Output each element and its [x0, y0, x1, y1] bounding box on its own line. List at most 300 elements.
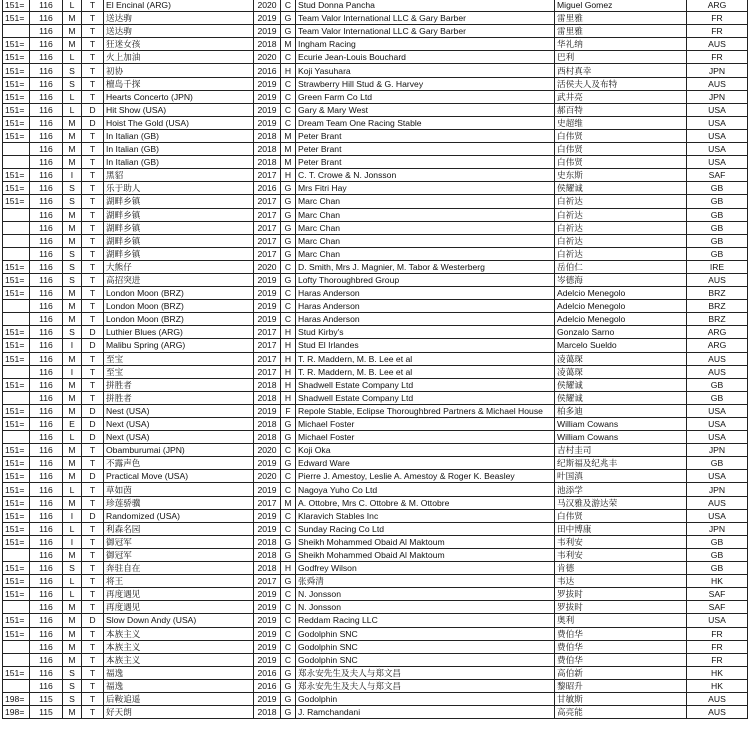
distance-cell: M: [63, 234, 82, 247]
trainer-cell: 高亮能: [555, 706, 687, 719]
country-cell: USA: [687, 614, 748, 627]
horse-cell: 草如茵: [104, 483, 254, 496]
rating-cell: 115: [30, 706, 63, 719]
owner-cell: T. R. Maddern, M. B. Lee et al: [296, 365, 555, 378]
distance-cell: M: [63, 156, 82, 169]
horse-cell: 不露声色: [104, 457, 254, 470]
horse-cell: Slow Down Andy (USA): [104, 614, 254, 627]
year-cell: 2018: [254, 129, 281, 142]
rating-cell: 116: [30, 365, 63, 378]
horse-cell: Next (USA): [104, 431, 254, 444]
country-cell: AUS: [687, 352, 748, 365]
sex-cell: M: [281, 38, 296, 51]
rating-cell: 116: [30, 404, 63, 417]
year-cell: 2019: [254, 77, 281, 90]
year-cell: 2017: [254, 221, 281, 234]
horse-cell: Malibu Spring (ARG): [104, 339, 254, 352]
rank-cell: 151=: [3, 64, 30, 77]
owner-cell: 郑永安先生及夫人与郑文昌: [296, 666, 555, 679]
sex-cell: G: [281, 431, 296, 444]
surface-cell: T: [82, 313, 104, 326]
rating-cell: 116: [30, 51, 63, 64]
year-cell: 2019: [254, 588, 281, 601]
table-row: [3, 653, 748, 666]
surface-cell: T: [82, 575, 104, 588]
year-cell: 2019: [254, 692, 281, 705]
surface-cell: T: [82, 221, 104, 234]
sex-cell: G: [281, 208, 296, 221]
trainer-cell: Gonzalo Sarno: [555, 326, 687, 339]
trainer-cell: 柏多迪: [555, 404, 687, 417]
table-row: [3, 548, 748, 561]
trainer-cell: 奥利: [555, 614, 687, 627]
year-cell: 2018: [254, 431, 281, 444]
table-row: [3, 535, 748, 548]
year-cell: 2020: [254, 0, 281, 12]
distance-cell: L: [63, 588, 82, 601]
ratings-table-body: [3, 0, 748, 719]
trainer-cell: Marcelo Sueldo: [555, 339, 687, 352]
trainer-cell: 活侯夫人及布特: [555, 77, 687, 90]
horse-cell: 至宝: [104, 352, 254, 365]
table-row: [3, 614, 748, 627]
rank-cell: 151=: [3, 51, 30, 64]
distance-cell: M: [63, 548, 82, 561]
distance-cell: I: [63, 339, 82, 352]
surface-cell: T: [82, 25, 104, 38]
surface-cell: T: [82, 38, 104, 51]
rating-cell: 116: [30, 562, 63, 575]
rank-cell: 151=: [3, 287, 30, 300]
rating-cell: 116: [30, 548, 63, 561]
country-cell: GB: [687, 378, 748, 391]
owner-cell: Dream Team One Racing Stable: [296, 116, 555, 129]
trainer-cell: 侯耀诚: [555, 182, 687, 195]
owner-cell: Haras Anderson: [296, 313, 555, 326]
sex-cell: G: [281, 221, 296, 234]
trainer-cell: 侯耀诚: [555, 378, 687, 391]
surface-cell: T: [82, 273, 104, 286]
rank-cell: 151=: [3, 470, 30, 483]
year-cell: 2018: [254, 38, 281, 51]
year-cell: 2019: [254, 273, 281, 286]
distance-cell: L: [63, 0, 82, 12]
rank-cell: 151=: [3, 38, 30, 51]
rating-cell: 116: [30, 260, 63, 273]
rating-cell: 116: [30, 352, 63, 365]
surface-cell: T: [82, 522, 104, 535]
country-cell: BRZ: [687, 300, 748, 313]
rank-cell: 151=: [3, 614, 30, 627]
country-cell: GB: [687, 391, 748, 404]
country-cell: JPN: [687, 64, 748, 77]
sex-cell: H: [281, 339, 296, 352]
year-cell: 2019: [254, 25, 281, 38]
year-cell: 2019: [254, 601, 281, 614]
rating-cell: 116: [30, 64, 63, 77]
country-cell: AUS: [687, 273, 748, 286]
owner-cell: Stud Donna Pancha: [296, 0, 555, 12]
horse-cell: 乐于助人: [104, 182, 254, 195]
owner-cell: Koji Oka: [296, 444, 555, 457]
distance-cell: M: [63, 601, 82, 614]
sex-cell: G: [281, 195, 296, 208]
rank-cell: 151=: [3, 535, 30, 548]
table-row: [3, 666, 748, 679]
rank-cell: 151=: [3, 444, 30, 457]
surface-cell: T: [82, 601, 104, 614]
trainer-cell: 白伟贤: [555, 509, 687, 522]
year-cell: 2020: [254, 260, 281, 273]
distance-cell: M: [63, 457, 82, 470]
horse-cell: 初协: [104, 64, 254, 77]
year-cell: 2019: [254, 627, 281, 640]
year-cell: 2017: [254, 352, 281, 365]
owner-cell: Lofty Thoroughbred Group: [296, 273, 555, 286]
surface-cell: D: [82, 103, 104, 116]
surface-cell: T: [82, 51, 104, 64]
horse-cell: In Italian (GB): [104, 129, 254, 142]
surface-cell: T: [82, 444, 104, 457]
surface-cell: T: [82, 365, 104, 378]
country-cell: GB: [687, 195, 748, 208]
horse-cell: 御冠军: [104, 548, 254, 561]
country-cell: AUS: [687, 77, 748, 90]
country-cell: USA: [687, 129, 748, 142]
country-cell: USA: [687, 509, 748, 522]
rating-cell: 116: [30, 169, 63, 182]
rank-cell: [3, 143, 30, 156]
rating-cell: 116: [30, 247, 63, 260]
sex-cell: C: [281, 588, 296, 601]
trainer-cell: William Cowans: [555, 431, 687, 444]
surface-cell: T: [82, 535, 104, 548]
year-cell: 2016: [254, 182, 281, 195]
rank-cell: 151=: [3, 588, 30, 601]
surface-cell: D: [82, 470, 104, 483]
trainer-cell: 雷里雅: [555, 12, 687, 25]
table-row: [3, 601, 748, 614]
sex-cell: C: [281, 260, 296, 273]
year-cell: 2019: [254, 103, 281, 116]
owner-cell: Michael Foster: [296, 418, 555, 431]
surface-cell: T: [82, 483, 104, 496]
country-cell: GB: [687, 221, 748, 234]
horse-cell: 好天朗: [104, 706, 254, 719]
owner-cell: Strawberry Hill Stud & G. Harvey: [296, 77, 555, 90]
table-row: [3, 156, 748, 169]
rating-cell: 116: [30, 234, 63, 247]
rating-cell: 116: [30, 522, 63, 535]
table-row: [3, 326, 748, 339]
rank-cell: 151=: [3, 129, 30, 142]
owner-cell: N. Jonsson: [296, 601, 555, 614]
horse-cell: 拼胜者: [104, 391, 254, 404]
rating-cell: 116: [30, 418, 63, 431]
horse-cell: 再度遇见: [104, 588, 254, 601]
country-cell: HK: [687, 679, 748, 692]
country-cell: BRZ: [687, 313, 748, 326]
owner-cell: Ecurie Jean-Louis Bouchard: [296, 51, 555, 64]
rating-cell: 116: [30, 378, 63, 391]
year-cell: 2016: [254, 64, 281, 77]
surface-cell: T: [82, 679, 104, 692]
country-cell: FR: [687, 653, 748, 666]
distance-cell: S: [63, 326, 82, 339]
sex-cell: C: [281, 601, 296, 614]
rating-cell: 116: [30, 12, 63, 25]
rank-cell: [3, 234, 30, 247]
owner-cell: Sunday Racing Co Ltd: [296, 522, 555, 535]
rank-cell: 151=: [3, 562, 30, 575]
sex-cell: C: [281, 0, 296, 12]
year-cell: 2019: [254, 509, 281, 522]
surface-cell: D: [82, 116, 104, 129]
owner-cell: Nagoya Yuho Co Ltd: [296, 483, 555, 496]
rating-cell: 116: [30, 470, 63, 483]
trainer-cell: 岑德海: [555, 273, 687, 286]
sex-cell: G: [281, 25, 296, 38]
owner-cell: Mrs Fitri Hay: [296, 182, 555, 195]
table-row: [3, 51, 748, 64]
horse-cell: 利森名园: [104, 522, 254, 535]
distance-cell: M: [63, 391, 82, 404]
owner-cell: C. T. Crowe & N. Jonsson: [296, 169, 555, 182]
rank-cell: 151=: [3, 182, 30, 195]
rank-cell: [3, 208, 30, 221]
owner-cell: Marc Chan: [296, 221, 555, 234]
surface-cell: T: [82, 548, 104, 561]
distance-cell: S: [63, 679, 82, 692]
trainer-cell: Adelcio Menegolo: [555, 287, 687, 300]
owner-cell: Peter Brant: [296, 143, 555, 156]
surface-cell: T: [82, 588, 104, 601]
surface-cell: T: [82, 0, 104, 12]
sex-cell: C: [281, 287, 296, 300]
owner-cell: Green Farm Co Ltd: [296, 90, 555, 103]
country-cell: JPN: [687, 483, 748, 496]
country-cell: USA: [687, 418, 748, 431]
horse-cell: 湖畔乡镇: [104, 195, 254, 208]
owner-cell: Haras Anderson: [296, 287, 555, 300]
sex-cell: H: [281, 391, 296, 404]
rating-cell: 116: [30, 143, 63, 156]
trainer-cell: 罗拔时: [555, 601, 687, 614]
horse-cell: 福逸: [104, 679, 254, 692]
owner-cell: Godolphin SNC: [296, 640, 555, 653]
country-cell: GB: [687, 182, 748, 195]
trainer-cell: 白伟贤: [555, 156, 687, 169]
table-row: [3, 208, 748, 221]
rank-cell: 151=: [3, 116, 30, 129]
surface-cell: T: [82, 260, 104, 273]
owner-cell: Shadwell Estate Company Ltd: [296, 391, 555, 404]
rating-cell: 116: [30, 640, 63, 653]
surface-cell: T: [82, 457, 104, 470]
distance-cell: I: [63, 365, 82, 378]
year-cell: 2019: [254, 653, 281, 666]
table-row: [3, 25, 748, 38]
distance-cell: L: [63, 51, 82, 64]
trainer-cell: 侯耀诚: [555, 391, 687, 404]
owner-cell: Marc Chan: [296, 247, 555, 260]
country-cell: USA: [687, 116, 748, 129]
trainer-cell: 马汉雅及游达荣: [555, 496, 687, 509]
year-cell: 2017: [254, 169, 281, 182]
country-cell: USA: [687, 103, 748, 116]
year-cell: 2017: [254, 365, 281, 378]
horse-cell: 大熊仔: [104, 260, 254, 273]
distance-cell: S: [63, 666, 82, 679]
distance-cell: S: [63, 692, 82, 705]
owner-cell: Marc Chan: [296, 208, 555, 221]
surface-cell: D: [82, 339, 104, 352]
rank-cell: 151=: [3, 0, 30, 12]
distance-cell: M: [63, 129, 82, 142]
sex-cell: C: [281, 627, 296, 640]
trainer-cell: 史东斯: [555, 169, 687, 182]
country-cell: ARG: [687, 0, 748, 12]
rating-cell: 116: [30, 496, 63, 509]
country-cell: AUS: [687, 496, 748, 509]
rating-cell: 116: [30, 25, 63, 38]
horse-cell: London Moon (BRZ): [104, 313, 254, 326]
table-row: [3, 313, 748, 326]
year-cell: 2019: [254, 90, 281, 103]
trainer-cell: 白祈达: [555, 221, 687, 234]
country-cell: FR: [687, 51, 748, 64]
table-row: [3, 640, 748, 653]
year-cell: 2018: [254, 562, 281, 575]
horse-cell: 本族主义: [104, 653, 254, 666]
surface-cell: D: [82, 418, 104, 431]
rank-cell: [3, 247, 30, 260]
trainer-cell: 吉村圭司: [555, 444, 687, 457]
rating-cell: 116: [30, 339, 63, 352]
country-cell: GB: [687, 535, 748, 548]
sex-cell: H: [281, 169, 296, 182]
country-cell: JPN: [687, 90, 748, 103]
sex-cell: G: [281, 273, 296, 286]
horse-cell: Next (USA): [104, 418, 254, 431]
owner-cell: Repole Stable, Eclipse Thoroughbred Partners & Michael House: [296, 404, 555, 417]
trainer-cell: Adelcio Menegolo: [555, 313, 687, 326]
sex-cell: G: [281, 418, 296, 431]
table-row: [3, 12, 748, 25]
table-row: [3, 221, 748, 234]
horse-cell: 御冠军: [104, 535, 254, 548]
rating-cell: 116: [30, 535, 63, 548]
rating-cell: 116: [30, 90, 63, 103]
sex-cell: G: [281, 234, 296, 247]
owner-cell: Team Valor International LLC & Gary Barber: [296, 25, 555, 38]
surface-cell: T: [82, 208, 104, 221]
surface-cell: T: [82, 562, 104, 575]
rank-cell: 151=: [3, 457, 30, 470]
horse-cell: 送达驹: [104, 25, 254, 38]
table-row: [3, 169, 748, 182]
rating-cell: 116: [30, 0, 63, 12]
table-row: [3, 365, 748, 378]
owner-cell: Klaravich Stables Inc: [296, 509, 555, 522]
table-row: [3, 562, 748, 575]
trainer-cell: 罗拔时: [555, 588, 687, 601]
trainer-cell: William Cowans: [555, 418, 687, 431]
surface-cell: T: [82, 64, 104, 77]
owner-cell: Godolphin: [296, 692, 555, 705]
owner-cell: Shadwell Estate Company Ltd: [296, 378, 555, 391]
year-cell: 2019: [254, 483, 281, 496]
table-row: [3, 378, 748, 391]
trainer-cell: 池添学: [555, 483, 687, 496]
distance-cell: M: [63, 352, 82, 365]
horse-cell: 湖畔乡镇: [104, 234, 254, 247]
trainer-cell: 叶国滇: [555, 470, 687, 483]
sex-cell: H: [281, 378, 296, 391]
trainer-cell: 田中博康: [555, 522, 687, 535]
rank-cell: [3, 313, 30, 326]
sex-cell: H: [281, 352, 296, 365]
trainer-cell: 巴利: [555, 51, 687, 64]
surface-cell: T: [82, 666, 104, 679]
sex-cell: C: [281, 522, 296, 535]
sex-cell: G: [281, 575, 296, 588]
distance-cell: S: [63, 273, 82, 286]
rank-cell: 151=: [3, 339, 30, 352]
rank-cell: [3, 431, 30, 444]
horse-cell: Obamburumai (JPN): [104, 444, 254, 457]
surface-cell: D: [82, 404, 104, 417]
rank-cell: 151=: [3, 378, 30, 391]
table-row: [3, 706, 748, 719]
horse-cell: Randomized (USA): [104, 509, 254, 522]
country-cell: GB: [687, 208, 748, 221]
horse-cell: London Moon (BRZ): [104, 300, 254, 313]
rating-cell: 116: [30, 195, 63, 208]
distance-cell: M: [63, 496, 82, 509]
country-cell: USA: [687, 431, 748, 444]
year-cell: 2019: [254, 287, 281, 300]
year-cell: 2019: [254, 12, 281, 25]
trainer-cell: 白伟贤: [555, 129, 687, 142]
rating-cell: 116: [30, 129, 63, 142]
rating-cell: 116: [30, 653, 63, 666]
sex-cell: G: [281, 535, 296, 548]
owner-cell: Pierre J. Amestoy, Leslie A. Amestoy & Roger K. Beasley: [296, 470, 555, 483]
country-cell: FR: [687, 640, 748, 653]
distance-cell: S: [63, 260, 82, 273]
year-cell: 2019: [254, 300, 281, 313]
horse-cell: 再度遇见: [104, 601, 254, 614]
sex-cell: C: [281, 509, 296, 522]
year-cell: 2020: [254, 51, 281, 64]
trainer-cell: 岳伯仁: [555, 260, 687, 273]
distance-cell: M: [63, 38, 82, 51]
rating-cell: 116: [30, 273, 63, 286]
horse-cell: 湖畔乡镇: [104, 221, 254, 234]
surface-cell: T: [82, 300, 104, 313]
country-cell: JPN: [687, 444, 748, 457]
table-row: [3, 339, 748, 352]
rating-cell: 116: [30, 182, 63, 195]
country-cell: GB: [687, 457, 748, 470]
country-cell: ARG: [687, 326, 748, 339]
distance-cell: M: [63, 444, 82, 457]
rank-cell: 151=: [3, 418, 30, 431]
rank-cell: 151=: [3, 169, 30, 182]
table-row: [3, 247, 748, 260]
distance-cell: S: [63, 562, 82, 575]
